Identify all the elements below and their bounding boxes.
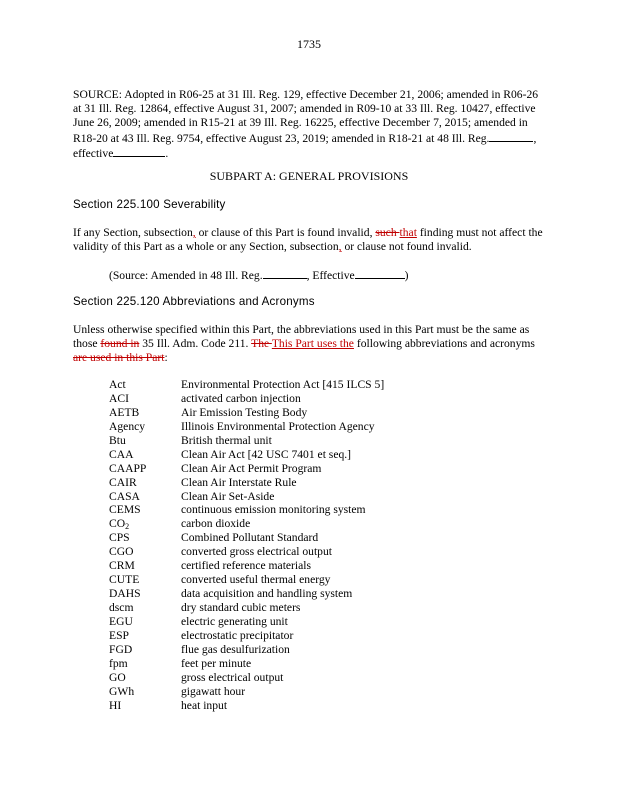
abbreviation-term: FGD [109, 642, 133, 656]
abbreviation-term: CEMS [109, 503, 141, 517]
blank-line [355, 268, 405, 279]
inserted-text: that [399, 226, 417, 239]
abbreviation-definition: Combined Pollutant Standard [181, 531, 319, 545]
text-run: or clause not found invalid. [341, 240, 472, 254]
source-paragraph [73, 88, 543, 161]
abbreviation-definition: British thermal unit [181, 433, 272, 447]
blank-line [113, 146, 165, 157]
text-run: finding must not affect the validity of this Part as a whole or any Section, subsection [73, 226, 543, 254]
abbreviation-term: ESP [109, 628, 129, 642]
abbreviation-term: EGU [109, 614, 133, 628]
abbreviation-term: CPS [109, 531, 130, 545]
abbreviation-definition: certified reference materials [181, 559, 312, 573]
abbreviation-definition: converted useful thermal energy [181, 573, 331, 587]
abbreviation-term: DAHS [109, 587, 141, 601]
abbreviation-term: Act [109, 378, 126, 391]
text-run: Unless otherwise specified within this Part, the abbreviations used in this Part must be the same as those [73, 323, 530, 351]
text-run: 35 Ill. Adm. Code 211. [139, 337, 252, 351]
section-225-120-heading: Section 225.120 Abbreviations and Acronyms [73, 295, 315, 308]
abbreviation-definition: carbon dioxide [181, 517, 251, 531]
abbreviation-definition: converted gross electrical output [181, 545, 332, 559]
source-note [109, 268, 409, 282]
deleted-text: The [251, 337, 272, 351]
abbreviation-term: fpm [109, 656, 128, 670]
abbreviation-definition: electric generating unit [181, 614, 288, 628]
abbreviation-term: CASA [109, 489, 140, 503]
abbreviation-term: CAIR [109, 475, 137, 489]
abbreviation-term: GWh [109, 684, 135, 698]
abbreviations-intro [73, 323, 543, 366]
abbreviation-definition: activated carbon injection [181, 391, 301, 405]
deleted-text: such [375, 226, 400, 239]
abbreviation-definition: Clean Air Interstate Rule [181, 475, 297, 489]
inserted-text: This Part uses the [271, 337, 354, 351]
abbreviation-definition: heat input [181, 698, 228, 712]
deleted-text: found in [100, 337, 140, 351]
abbreviation-definition: data acquisition and handling system [181, 587, 353, 601]
source-text: SOURCE: Adopted in R06-25 at 31 Ill. Reg. 129, effective December 21, 2006; amended in R06-26 at 31 Ill. Reg. 12864, effective August 31, 2007; amended in R09-10 at 33 Ill. Reg. 10427, effective June 26, 2009; amended in R15-21 at 39 Ill. Reg. 16225, effective December 7, 2015; amended in R18-20 at 43 Ill. Reg. 9754, effective August 23, 2019; amended in R18-21 at 48 Ill. Reg. [73, 88, 539, 145]
text-run: following abbreviations and acronyms [353, 337, 535, 351]
source-end: . [165, 146, 169, 160]
abbreviation-definition: Air Emission Testing Body [181, 405, 308, 419]
abbreviation-term: CUTE [109, 573, 140, 587]
abbreviation-definition: gigawatt hour [181, 684, 246, 698]
abbreviation-term: CGO [109, 545, 134, 559]
page-number: 1735 [297, 37, 321, 51]
abbreviation-definition: continuous emission monitoring system [181, 503, 366, 517]
section-225-100-heading: Section 225.100 Severability [73, 198, 226, 211]
text-run: , Effective [306, 269, 355, 282]
abbreviation-term: ACI [109, 391, 129, 405]
text-run: (Source: Amended in 48 Ill. Reg. [109, 269, 263, 282]
subscript: 2 [125, 522, 130, 532]
abbreviation-definition: feet per minute [181, 656, 252, 670]
abbreviation-term: AETB [109, 405, 140, 419]
abbreviation-definition: dry standard cubic meters [181, 601, 301, 614]
blank-line [263, 268, 307, 279]
abbreviation-definition: Clean Air Act Permit Program [181, 461, 322, 475]
abbreviation-term: Btu [109, 433, 126, 447]
blank-line [489, 131, 533, 142]
inserted-comma: , [192, 226, 196, 239]
text-run: If any Section, subsection [73, 226, 193, 239]
text-run: or clause of this Part is found invalid, [195, 226, 376, 239]
text-run: ) [404, 269, 409, 282]
text-run: : [164, 351, 168, 365]
abbreviation-definition: Illinois Environmental Protection Agency [181, 419, 375, 433]
abbreviation-term: Agency [109, 419, 146, 433]
source-mid: , effective [73, 131, 537, 160]
abbreviation-term: CRM [109, 559, 135, 573]
deleted-text: are used in this Part [73, 351, 165, 365]
abbreviation-term: $CO_2$ [109, 517, 130, 532]
abbreviation-definition: Environmental Protection Act [415 ILCS 5] [181, 378, 385, 391]
abbreviation-term: CAAPP [109, 461, 147, 475]
abbreviation-definition: gross electrical output [181, 670, 284, 684]
abbreviation-definition: Clean Air Set-Aside [181, 489, 275, 503]
abbreviation-term: CAA [109, 447, 134, 461]
abbreviation-term: HI [109, 698, 122, 712]
inserted-comma: , [338, 240, 342, 254]
abbreviation-term: GO [109, 670, 126, 684]
abbreviation-definition: electrostatic precipitator [181, 628, 294, 642]
abbreviation-term: dscm [109, 601, 134, 614]
subpart-heading: SUBPART A: GENERAL PROVISIONS [209, 169, 409, 183]
severability-paragraph [73, 226, 543, 254]
abbreviation-definition: Clean Air Act [42 USC 7401 et seq.] [181, 447, 352, 461]
abbreviation-definition: flue gas desulfurization [181, 642, 290, 656]
